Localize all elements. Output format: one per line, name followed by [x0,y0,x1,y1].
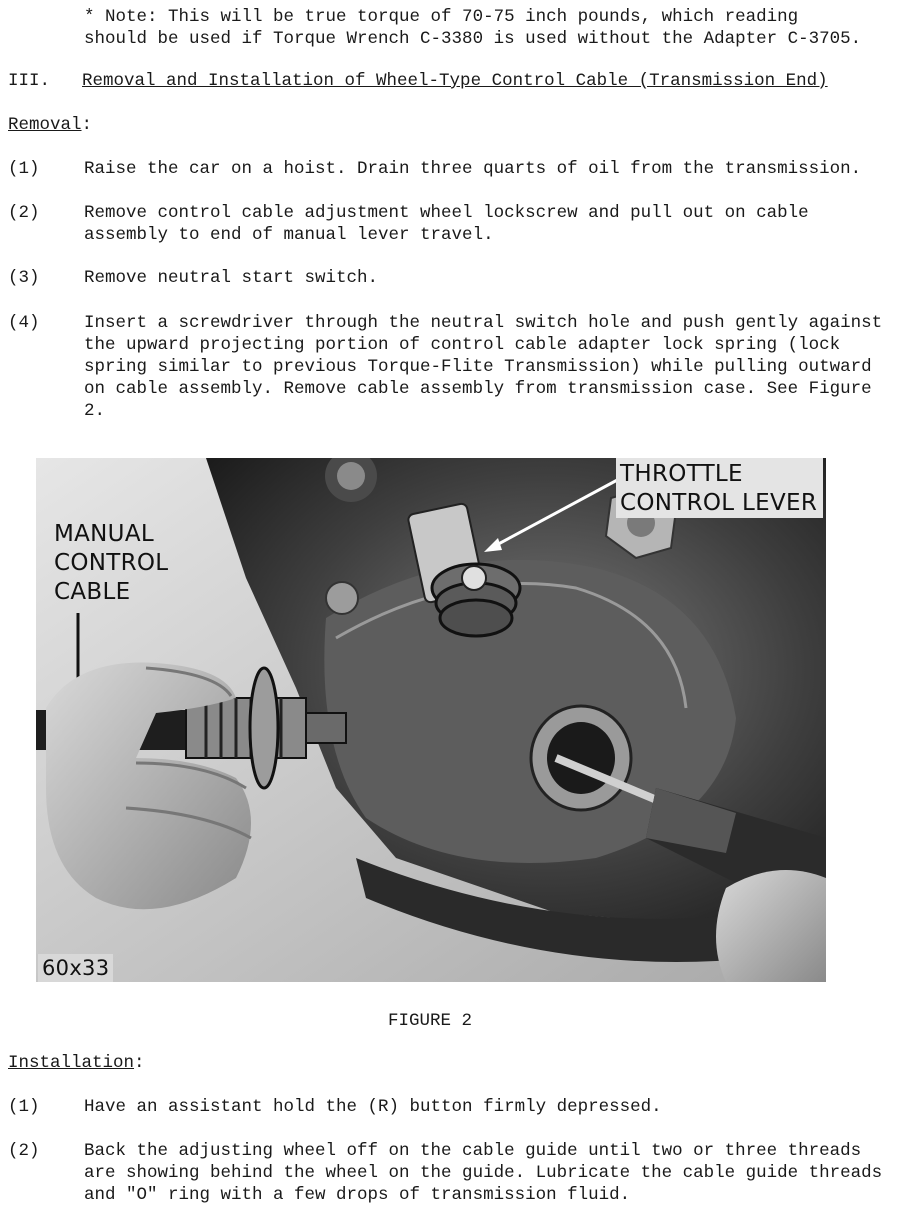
right-hand [716,870,826,982]
removal-heading-label: Removal [8,115,82,135]
section-number: III. [8,71,51,91]
step-text: Remove neutral start switch. [84,268,379,288]
label-line: THROTTLE [620,461,743,487]
step-text: Insert a screwdriver through the neutral switch hole and push gently against the upward projecting portion of control cable adapter lock spring (lock spring similar to previous Torque-Flite Transmission) while pulling outward on cable assembly. Remove cable assembly from transmission case. See Figure 2. [84,313,883,421]
installation-heading-label: Installation [8,1053,135,1073]
removal-heading: Removal: [8,115,93,135]
step-text: Have an assistant hold the (R) button firmly depressed. [84,1097,662,1117]
throttle-control-lever-label [616,458,823,518]
neutral-switch-hole [531,706,631,810]
label-line: CONTROL [54,550,169,576]
note-line-2: should be used if Torque Wrench C-3380 is used without the Adapter C-3705. [84,29,862,49]
step-number: (2) [8,1141,40,1161]
step-number: (4) [8,313,40,333]
installation-heading: Installation: [8,1053,145,1073]
bolt-small [326,582,358,614]
note-line-1: * Note: This will be true torque of 70-75 inch pounds, which reading [84,7,799,27]
left-hand [46,663,251,910]
step-text: Remove control cable adjustment wheel lockscrew and pull out on cable assembly to end of manual lever travel. [84,203,809,245]
manual-control-cable-label [54,520,168,607]
removal-step-2 [8,202,893,246]
figure-caption: FIGURE 2 [387,1011,472,1031]
label-line: MANUAL [54,521,154,547]
installation-step-1 [8,1096,893,1118]
installation-step-2 [8,1140,893,1206]
step-text: Back the adjusting wheel off on the cable guide until two or three threads are showing behind the wheel on the guide. Lubricate the cable guide threads and "O" ring with a few drops of transmission fluid. [84,1141,883,1205]
removal-step-1 [8,158,893,180]
section-title: Removal and Installation of Wheel-Type Control Cable (Transmission End) [82,71,828,91]
step-number: (1) [8,159,40,179]
step-number: (2) [8,203,40,223]
figure-code: 60x33 [38,954,113,982]
removal-step-4 [8,312,893,422]
label-line: CONTROL LEVER [620,490,818,516]
torque-note [84,6,894,50]
step-number: (3) [8,268,40,288]
removal-step-3 [8,267,893,289]
label-line: CABLE [54,579,131,605]
figure-2-photo [36,458,826,982]
step-number: (1) [8,1097,40,1117]
step-text: Raise the car on a hoist. Drain three quarts of oil from the transmission. [84,159,862,179]
